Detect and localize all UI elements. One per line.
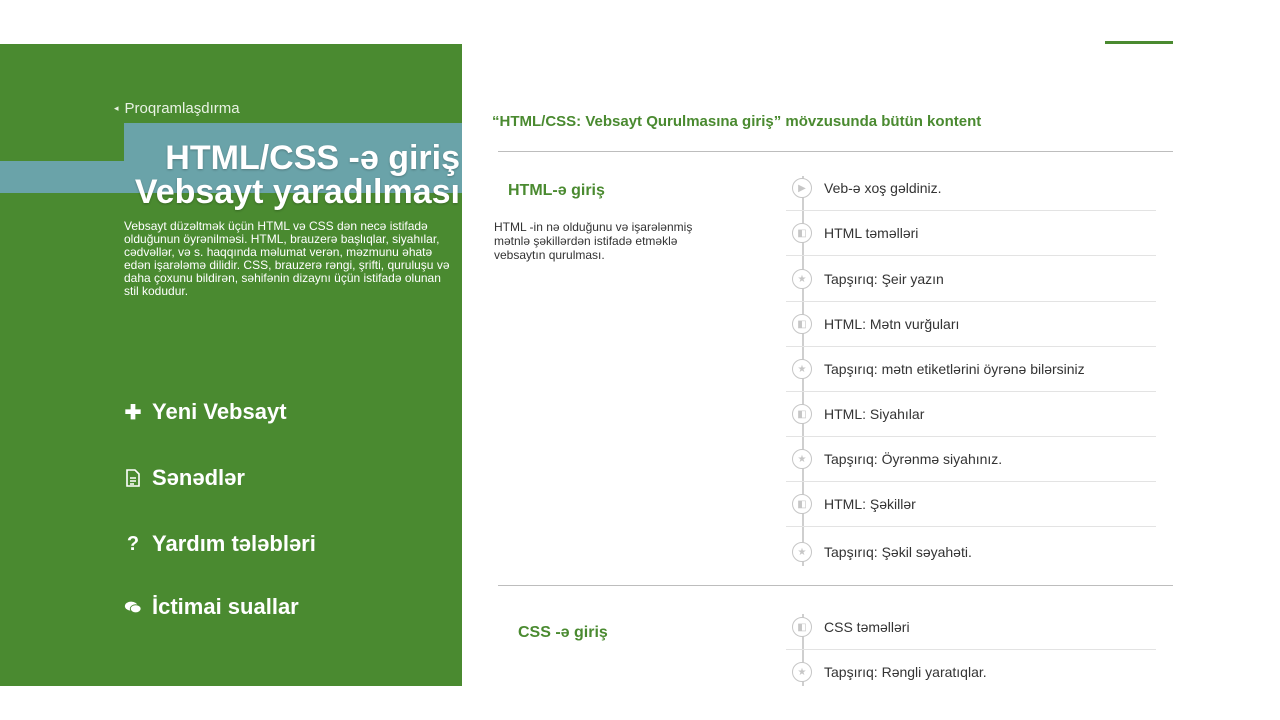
nav-public-questions[interactable]	[124, 594, 299, 620]
course-title-line2: Vebsayt yaradılması	[134, 173, 460, 211]
main-content	[462, 44, 1280, 686]
lesson-label: CSS təməlləri	[824, 619, 910, 635]
lesson-label: Tapşırıq: Öyrənmə siyahınız.	[824, 451, 1003, 467]
lesson-label: Tapşırıq: mətn etiketlərini öyrənə bilərsiniz	[824, 361, 1085, 377]
talk-icon: ◧	[792, 494, 812, 514]
nav-documents[interactable]	[124, 465, 245, 491]
nav-new-website[interactable]	[124, 399, 287, 425]
lesson-label: Tapşırıq: Şəkil səyahəti.	[824, 544, 972, 560]
play-icon: ▶	[792, 178, 812, 198]
star-icon: ★	[792, 662, 812, 682]
nav-public-questions-label: İctimai suallar	[152, 594, 299, 619]
star-icon: ★	[792, 449, 812, 469]
section-title-css[interactable]: CSS -ə giriş	[518, 624, 608, 641]
content-heading	[492, 113, 981, 130]
nav-new-website-label: Yeni Vebsayt	[152, 399, 287, 424]
caret-left-icon: ◂	[114, 103, 119, 113]
lesson-label: Veb-ə xoş gəldiniz.	[824, 180, 942, 196]
lesson-item[interactable]	[786, 605, 1156, 650]
lesson-item[interactable]	[786, 257, 1156, 302]
lesson-item[interactable]	[786, 482, 1156, 527]
breadcrumb[interactable]	[114, 100, 240, 117]
nav-documents-label: Sənədlər	[152, 465, 245, 490]
divider-middle	[498, 585, 1173, 586]
star-icon: ★	[792, 269, 812, 289]
lesson-item[interactable]	[786, 392, 1156, 437]
star-icon: ★	[792, 542, 812, 562]
lesson-item[interactable]	[786, 302, 1156, 347]
chat-bubbles-icon	[124, 599, 142, 615]
lesson-label: HTML: Mətn vurğuları	[824, 316, 960, 332]
document-icon	[124, 469, 142, 487]
lesson-label: HTML: Siyahılar	[824, 406, 925, 422]
nav-help-requests[interactable]	[124, 531, 316, 557]
lesson-item[interactable]	[786, 437, 1156, 482]
content-heading-quote: “HTML/CSS: Vebsayt Qurulmasına giriş”	[492, 113, 782, 130]
divider-top	[498, 151, 1173, 152]
course-sidebar	[0, 44, 462, 686]
plus-icon: ✚	[124, 401, 142, 424]
course-description: Vebsayt düzəltmək üçün HTML və CSS dən necə istifadə olduğunun öyrənilməsi. HTML, brauzerə başlıqlar, siyahılar, cədvəllər, və s. haqqında məlumat verən, məzmunu əhatə edən işarələmə dilidir. CSS, brauzerə rəngi, şrifti, quruluşu və daha çoxunu bildirən, səhifənin dizaynı üçün istifadə olunan stil kodudur.	[124, 219, 450, 298]
lesson-item[interactable]	[786, 211, 1156, 256]
question-icon: ?	[126, 532, 140, 555]
talk-icon: ◧	[792, 617, 812, 637]
content-heading-rest: mövzusunda bütün kontent	[781, 113, 982, 130]
course-title	[98, 141, 460, 209]
lesson-item[interactable]	[786, 530, 1156, 574]
talk-icon: ◧	[792, 404, 812, 424]
talk-icon: ◧	[792, 223, 812, 243]
lesson-item[interactable]	[786, 166, 1156, 211]
course-title-line1: HTML/CSS -ə giriş	[165, 139, 460, 177]
section-title-html[interactable]: HTML-ə giriş	[508, 182, 605, 199]
top-bar	[0, 0, 1280, 46]
breadcrumb-label: Proqramlaşdırma	[124, 100, 240, 117]
nav-help-requests-label: Yardım tələbləri	[152, 531, 316, 556]
lesson-label: Tapşırıq: Rəngli yaratıqlar.	[824, 664, 987, 680]
talk-icon: ◧	[792, 314, 812, 334]
lesson-label: Tapşırıq: Şeir yazın	[824, 271, 944, 287]
lesson-item[interactable]	[786, 347, 1156, 392]
bottom-strip	[0, 686, 1280, 720]
lesson-label: HTML təməlləri	[824, 225, 919, 241]
section-description-html: HTML -in nə olduğunu və işarələnmiş mətnlə şəkillərdən istifadə etməklə vebsaytın qurulması.	[494, 220, 693, 262]
star-icon: ★	[792, 359, 812, 379]
lesson-label: HTML: Şəkillər	[824, 496, 916, 512]
